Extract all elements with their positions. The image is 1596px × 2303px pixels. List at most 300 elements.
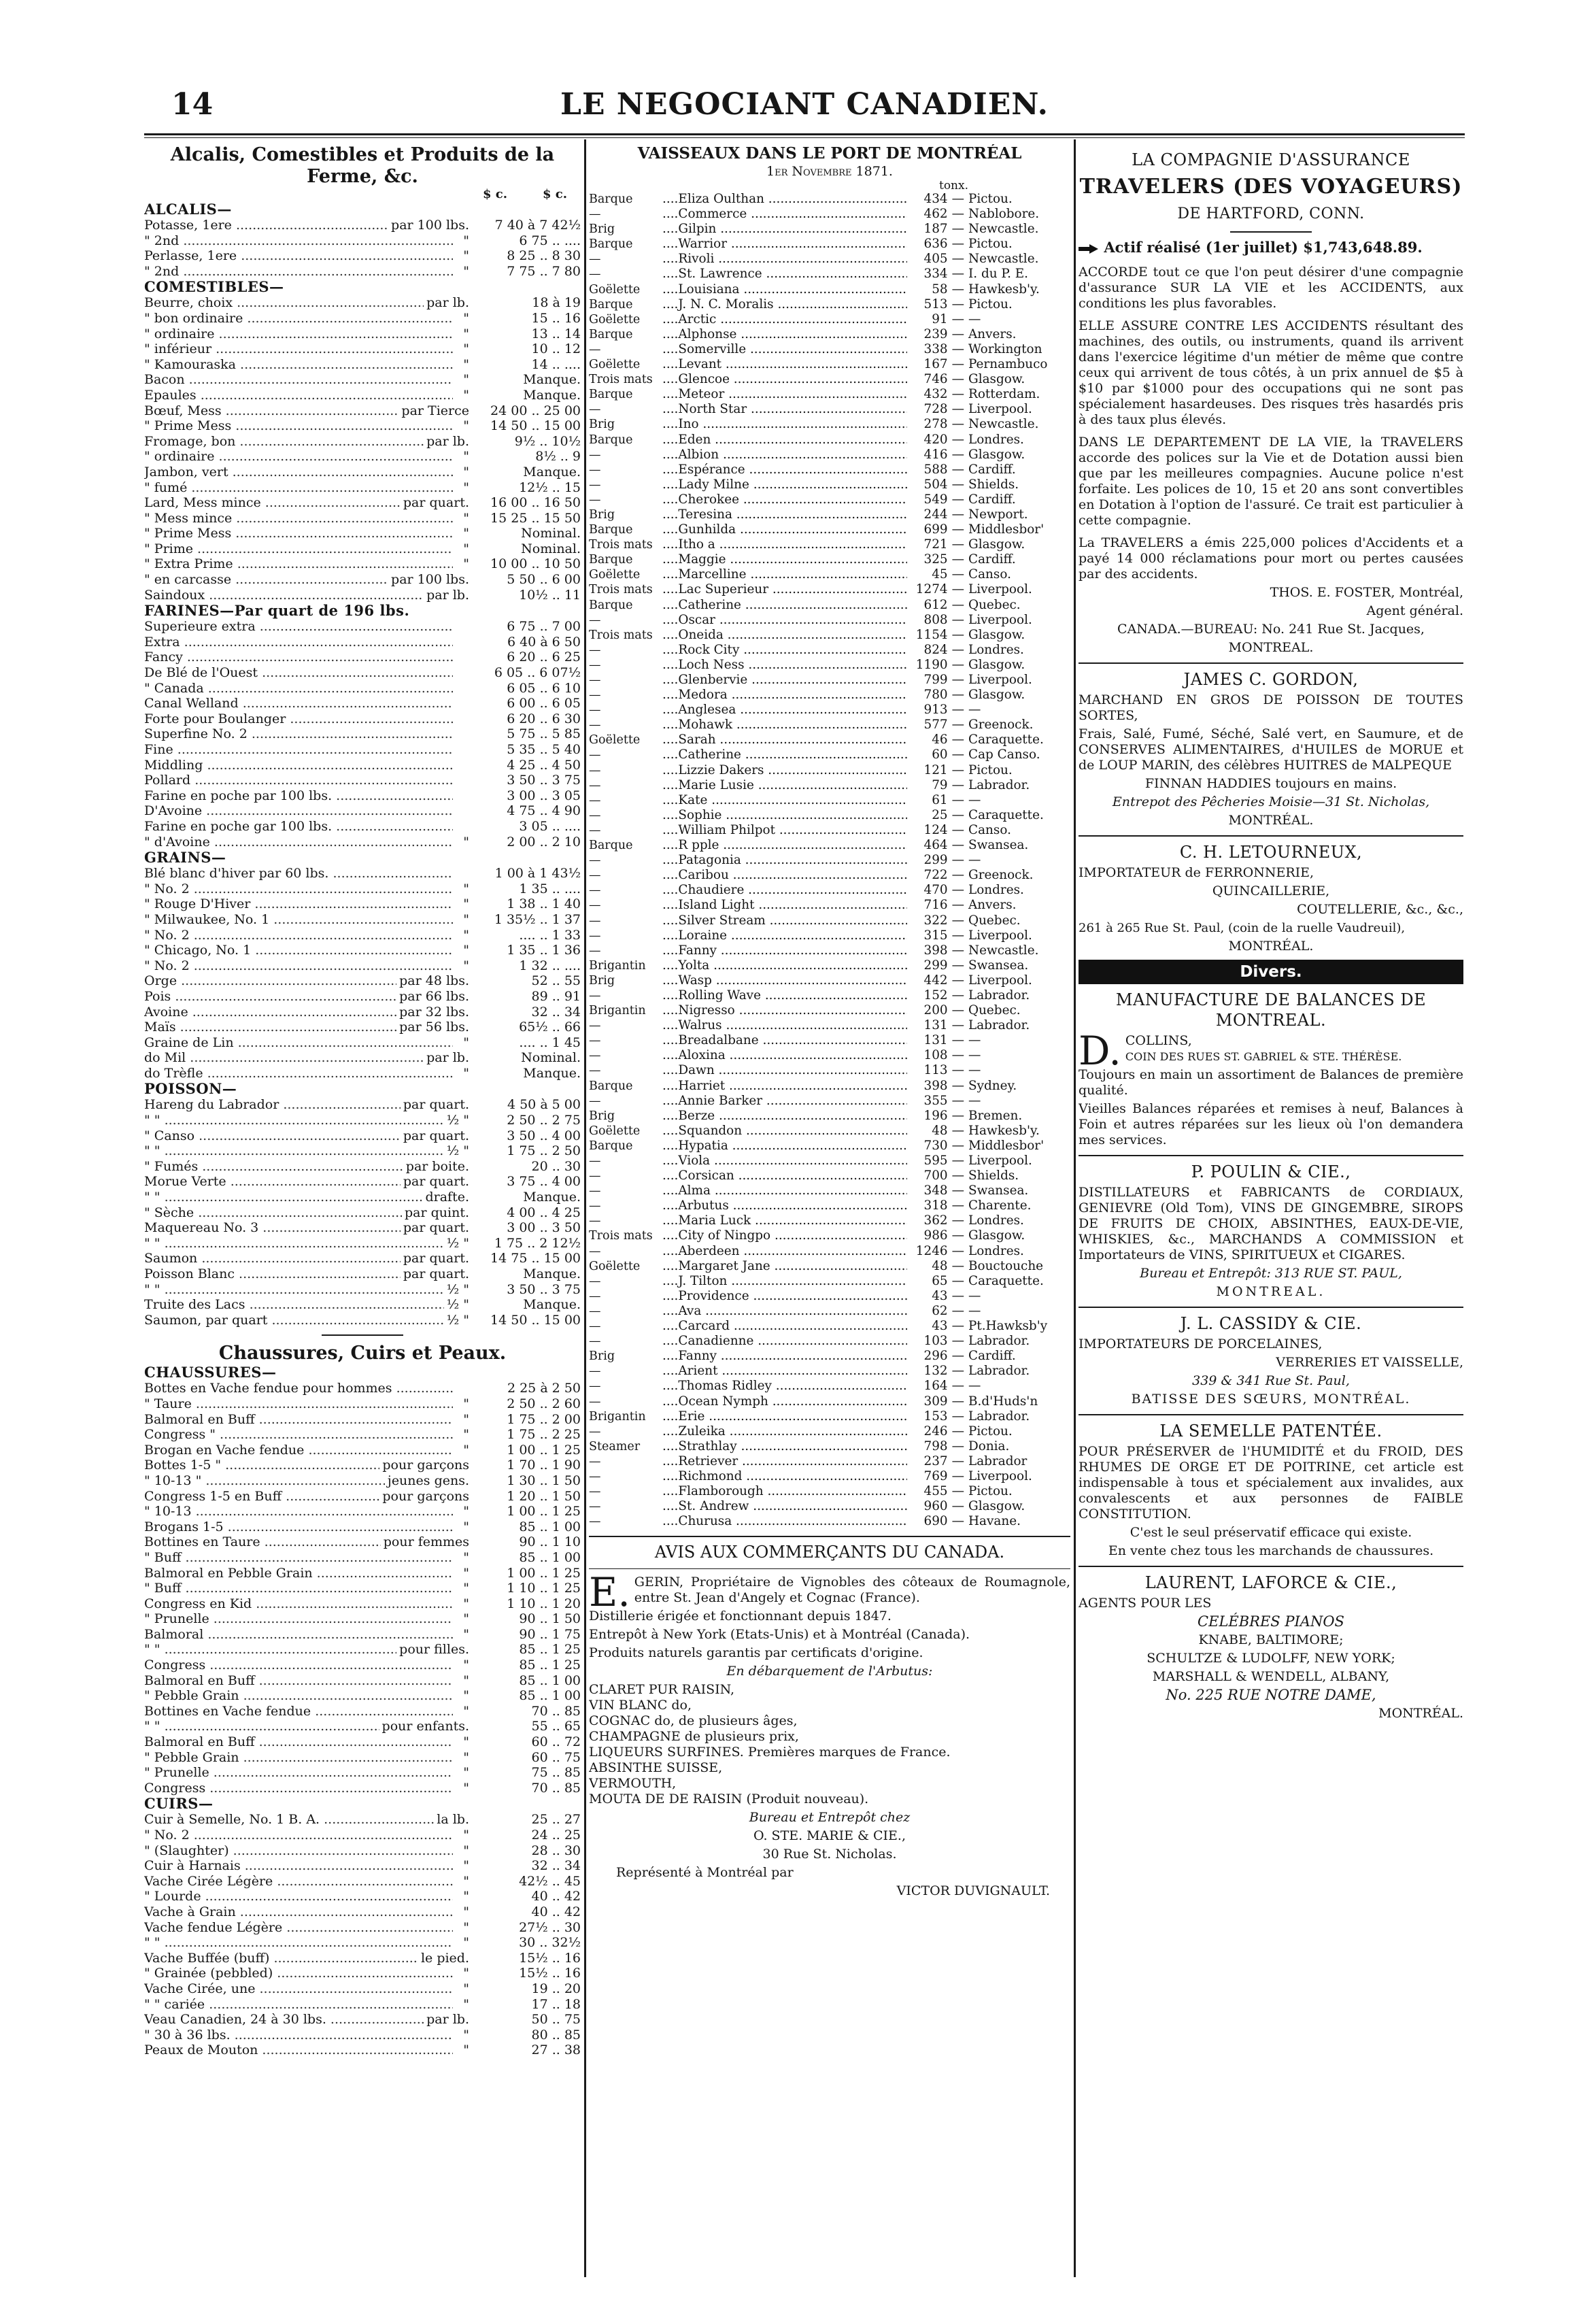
- ship-tons: 595: [923, 1154, 948, 1168]
- ship-port: Liverpool.: [968, 973, 1032, 988]
- price-row: [144, 1858, 581, 1874]
- poulin-paragraph-2: Bureau et Entrepôt: 313 RUE ST. PAUL,: [1140, 1266, 1402, 1281]
- item-price: 1 10 .. 1 20: [507, 1596, 581, 1611]
- item-name: " 10-13 .....: [144, 1504, 453, 1519]
- item-unit: ": [463, 834, 469, 850]
- item-price: 85 .. 1 25: [519, 1642, 581, 1658]
- item-unit: ": [463, 1996, 469, 2012]
- item-name: " " .....: [144, 1113, 444, 1128]
- gordon-line-1: MARCHAND EN GROS DE POISSON DE TOUTES SORTES,: [1079, 692, 1463, 723]
- avis-representative-name: VICTOR DUVIGNAULT.: [896, 1883, 1050, 1899]
- item-name: " ordinaire .....: [144, 326, 453, 342]
- ship-port: Caraquette.: [968, 733, 1044, 747]
- item-name: Lard, Mess mince .....: [144, 495, 401, 511]
- ship-tons: 769: [923, 1468, 948, 1483]
- item-name: " Canso .....: [144, 1128, 401, 1144]
- price-column-heads: [144, 188, 581, 201]
- item-name: Poisson Blanc .....: [144, 1266, 401, 1282]
- price-row: [144, 1489, 581, 1504]
- item-price: 1 38 .. 1 40: [507, 896, 581, 912]
- ship-port: —: [968, 1093, 981, 1108]
- ship-tons: 808: [923, 612, 948, 627]
- item-price: 1 70 .. 1 90: [507, 1458, 581, 1473]
- ship-tons: 716: [923, 898, 948, 913]
- ship-dash: —: [951, 657, 964, 672]
- ship-name: .... Canadienne .....: [662, 1334, 907, 1349]
- item-name: Saumon, par quart .....: [144, 1313, 444, 1328]
- ship-name: .... Rolling Wave .....: [662, 988, 907, 1003]
- avis-paragraph-5: En débarquement de l'Arbutus:: [726, 1664, 933, 1679]
- price-row: [144, 1935, 581, 1951]
- ship-port: Cardiff.: [968, 462, 1016, 477]
- ship-tons: 164: [923, 1379, 948, 1394]
- ship-type: —: [589, 869, 601, 883]
- ship-row: [589, 1424, 1070, 1439]
- item-price: 10 .. 12: [531, 341, 581, 357]
- price-row: [144, 1159, 581, 1175]
- item-price: 1 32 .. ....: [519, 958, 581, 973]
- price-row: [144, 1190, 581, 1205]
- item-name: " Prunelle .....: [144, 1611, 453, 1627]
- ship-row: [589, 898, 1070, 913]
- ship-name: .... Eden .....: [662, 433, 907, 448]
- ship-row: [589, 838, 1070, 853]
- item-unit: ": [463, 1596, 469, 1611]
- item-name: " Lourde .....: [144, 1889, 453, 1904]
- ship-row: [589, 673, 1070, 688]
- laforce-line-3: KNABE, BALTIMORE;: [1198, 1632, 1344, 1647]
- item-unit: ": [463, 1843, 469, 1858]
- ship-dash: —: [951, 853, 964, 868]
- item-unit: par lb.: [426, 433, 469, 449]
- item-name: Congress .....: [144, 1781, 453, 1796]
- poulin-paragraph-3: MONTREAL.: [1216, 1284, 1326, 1299]
- item-price: 6 75 .. ....: [519, 233, 581, 248]
- item-name: " d'Avoine .....: [144, 835, 453, 850]
- item-price: 1 00 .. 1 25: [507, 1565, 581, 1581]
- price-row: [144, 465, 581, 480]
- ship-row: [589, 507, 1070, 522]
- ads-column: [1079, 144, 1463, 2280]
- item-unit: ": [463, 1065, 469, 1081]
- ship-row: [589, 552, 1070, 567]
- avis-product: ABSINTHE SUISSE,: [589, 1760, 723, 1776]
- ship-type: Goëlette: [589, 1259, 641, 1273]
- item-name: Bottes en Vache fendue pour hommes .....: [144, 1381, 453, 1396]
- avis-paragraph-1: GERIN, Propriétaire de Vignobles des côteaux de Roumagnole, entre St. Jean d'Angely et Cognac (France).: [634, 1575, 1070, 1606]
- semelle-paragraph-3: En vente chez tous les marchands de chaussures.: [1108, 1543, 1434, 1558]
- ship-row: [589, 387, 1070, 402]
- ship-type: —: [589, 854, 601, 868]
- item-unit: par 32 lbs.: [399, 1004, 469, 1020]
- ship-dash: —: [951, 402, 964, 417]
- poulin-name: P. POULIN & CIE.,: [1191, 1162, 1351, 1181]
- ship-port: Glasgow.: [968, 1228, 1025, 1243]
- price-row: [144, 1704, 581, 1719]
- ship-port: Caraquette.: [968, 807, 1044, 822]
- ship-type: —: [589, 643, 601, 657]
- ship-tons: 113: [923, 1063, 948, 1078]
- ship-row: [589, 448, 1070, 463]
- item-price: Nominal.: [521, 1050, 581, 1066]
- ship-type: Goëlette: [589, 312, 641, 326]
- ship-tons: 577: [923, 718, 948, 733]
- ship-port: Glasgow.: [968, 372, 1025, 387]
- ship-port: I. du P. E.: [968, 267, 1029, 282]
- price-row: [144, 912, 581, 928]
- ship-dash: —: [951, 1198, 964, 1213]
- ship-type: —: [589, 1469, 601, 1483]
- ship-row: [589, 1409, 1070, 1424]
- ship-tons: 913: [923, 703, 948, 718]
- ship-tons: 61: [932, 792, 948, 807]
- ship-port: Glasgow.: [968, 627, 1025, 642]
- ship-port: Pictou.: [968, 1484, 1013, 1499]
- ship-name: .... Alphonse .....: [662, 327, 907, 342]
- item-name: " 10-13 " .....: [144, 1473, 385, 1489]
- item-unit: ": [463, 1765, 469, 1781]
- item-price: 65½ .. 66: [519, 1020, 581, 1035]
- item-price: 50 .. 75: [531, 2012, 581, 2028]
- item-unit: par quart.: [403, 1220, 469, 1236]
- ship-row: [589, 357, 1070, 372]
- ship-tons: 121: [923, 762, 948, 777]
- ship-tons: 1190: [915, 657, 948, 672]
- ship-row: [589, 1319, 1070, 1334]
- item-price: 3 50 .. 3 75: [507, 1281, 581, 1297]
- ship-dash: —: [951, 777, 964, 792]
- ship-dash: —: [951, 1048, 964, 1063]
- price-row: [144, 1035, 581, 1051]
- ship-name: .... Sophie .....: [662, 808, 907, 823]
- item-price: .... .. 1 33: [519, 927, 581, 943]
- item-name: " " .....: [144, 1190, 422, 1205]
- item-name: " " .....: [144, 1935, 453, 1951]
- item-name: " Chicago, No. 1 .....: [144, 943, 453, 958]
- price-row: [144, 541, 581, 557]
- item-name: Beurre, choix .....: [144, 295, 424, 311]
- ship-type: —: [589, 1064, 601, 1078]
- item-price: 90 .. 1 50: [519, 1611, 581, 1627]
- ship-port: Liverpool.: [968, 402, 1032, 417]
- price-row: [144, 1519, 581, 1535]
- ship-type: —: [589, 1379, 601, 1394]
- masthead-title: LE NEGOCIANT CANADIEN.: [560, 87, 1049, 122]
- price-row: [144, 295, 581, 311]
- ship-dash: —: [951, 552, 964, 567]
- insurance-company-city: DE HARTFORD, CONN.: [1177, 205, 1365, 222]
- price-row: [144, 1997, 581, 2013]
- ship-row: [589, 327, 1070, 342]
- item-price: 27½ .. 30: [519, 1919, 581, 1935]
- ship-tons: 798: [923, 1439, 948, 1453]
- ship-port: Liverpool.: [968, 673, 1032, 687]
- ship-type: —: [589, 823, 601, 837]
- price-row: [144, 1143, 581, 1159]
- item-price: Manque.: [523, 372, 581, 388]
- ship-name: .... Zuleika .....: [662, 1424, 907, 1439]
- ship-type: Brig: [589, 222, 615, 237]
- balances-paragraph-1: Toujours en main un assortiment de Balances de première qualité.: [1079, 1067, 1463, 1098]
- price-row: [144, 1097, 581, 1113]
- ship-name: .... Patagonia .....: [662, 853, 907, 868]
- item-unit: ": [463, 1504, 469, 1519]
- ship-dash: —: [951, 1409, 964, 1424]
- price-row: [144, 1688, 581, 1704]
- item-unit: le pied.: [420, 1950, 469, 1966]
- price-row: [144, 248, 581, 264]
- ship-type: Barque: [589, 598, 633, 612]
- ship-type: Barque: [589, 1079, 633, 1093]
- ship-type: —: [589, 658, 601, 672]
- avis-product: COGNAC do, de plusieurs âges,: [589, 1713, 798, 1729]
- price-row: [144, 1812, 581, 1828]
- ship-name: .... Arbutus .....: [662, 1198, 907, 1213]
- item-name: " Buff .....: [144, 1550, 453, 1566]
- insurance-bureau-city: MONTREAL.: [1228, 640, 1314, 655]
- item-unit: ": [463, 2043, 469, 2058]
- ship-type: —: [589, 1244, 601, 1258]
- item-price: 14 75 .. 15 00: [490, 1251, 581, 1266]
- item-unit: ": [463, 1549, 469, 1565]
- ship-name: .... Mohawk .....: [662, 718, 907, 733]
- ship-port: Pictou.: [968, 297, 1013, 312]
- ship-name: .... Hypatia .....: [662, 1139, 907, 1154]
- item-name: " Kamouraska .....: [144, 357, 453, 373]
- ship-name: .... R pple .....: [662, 838, 907, 853]
- ship-type: —: [589, 1319, 601, 1334]
- ship-tons: 700: [923, 1169, 948, 1183]
- price-row: [144, 1473, 581, 1489]
- item-price: 10½ .. 11: [519, 587, 581, 603]
- ship-tons: 187: [923, 222, 948, 237]
- item-name: " Extra Prime .....: [144, 556, 453, 572]
- rule-cassidy: [1079, 1307, 1463, 1308]
- item-unit: ": [463, 1703, 469, 1719]
- ship-tons: 278: [923, 417, 948, 432]
- item-price: Manque.: [523, 464, 581, 480]
- ship-port: Glasgow.: [968, 1499, 1025, 1514]
- item-price: 1 20 .. 1 50: [507, 1488, 581, 1504]
- letourneux-line-3: COUTELLERIE, &c., &c.,: [1297, 902, 1463, 917]
- ship-dash: —: [951, 928, 964, 943]
- ship-row: [589, 463, 1070, 477]
- insurance-assets: [1079, 239, 1463, 255]
- ship-tons: 636: [923, 237, 948, 252]
- ship-dash: —: [951, 192, 964, 206]
- item-name: Brogans 1-5 .....: [144, 1519, 453, 1535]
- ship-row: [589, 522, 1070, 537]
- item-price: 15½ .. 16: [519, 1950, 581, 1966]
- item-price: 17 .. 18: [531, 1996, 581, 2012]
- ship-tons: 237: [923, 1453, 948, 1468]
- item-price: 28 .. 30: [531, 1843, 581, 1858]
- rule-letourneux: [1079, 835, 1463, 837]
- ship-row: [589, 793, 1070, 808]
- ship-name: .... Ava .....: [662, 1304, 907, 1319]
- ship-dash: —: [951, 973, 964, 988]
- ship-tons: 432: [923, 387, 948, 402]
- ship-dash: —: [951, 1468, 964, 1483]
- ship-name: .... Sarah .....: [662, 733, 907, 747]
- item-name: " ordinaire .....: [144, 449, 453, 465]
- insurance-rule: [1230, 231, 1312, 233]
- item-name: " Taure .....: [144, 1396, 453, 1412]
- ship-type: Barque: [589, 388, 633, 402]
- price-row: [144, 1874, 581, 1889]
- ship-dash: —: [951, 537, 964, 552]
- ship-row: [589, 1003, 1070, 1018]
- item-name: Fine .....: [144, 742, 453, 758]
- item-price: 14 50 .. 15 00: [490, 418, 581, 434]
- ship-dash: —: [951, 1093, 964, 1108]
- item-name: " " .....: [144, 1642, 396, 1658]
- item-unit: par quart.: [403, 1128, 469, 1143]
- ship-tons: 45: [932, 567, 948, 582]
- ship-tons: 416: [923, 447, 948, 462]
- item-price: 3 00 .. 3 50: [507, 1220, 581, 1236]
- ship-port: B.d'Huds'n: [968, 1394, 1038, 1409]
- price-row: [144, 943, 581, 958]
- ship-type: —: [589, 793, 601, 807]
- ship-name: .... Maggie .....: [662, 552, 907, 567]
- item-price: Manque.: [523, 1065, 581, 1081]
- ship-port: Canso.: [968, 567, 1011, 582]
- item-name: Avoine .....: [144, 1005, 396, 1020]
- ship-type: Barque: [589, 327, 633, 341]
- item-name: Bœuf, Mess .....: [144, 403, 398, 419]
- ship-name: .... Loraine .....: [662, 928, 907, 943]
- shoes-price-groups: [144, 1364, 581, 2058]
- ship-name: .... Marie Lusie .....: [662, 778, 907, 793]
- item-unit: ½ ": [446, 1281, 469, 1297]
- ship-tons: 362: [923, 1213, 948, 1228]
- ship-name: .... Aberdeen .....: [662, 1244, 907, 1259]
- item-name: " No. 2 .....: [144, 928, 453, 943]
- item-price: 90 .. 1 75: [519, 1626, 581, 1642]
- ship-port: Cardiff.: [968, 552, 1016, 567]
- ship-dash: —: [951, 1424, 964, 1439]
- ship-name: .... Lizzie Dakers .....: [662, 763, 907, 778]
- ships-column: [589, 144, 1070, 2280]
- ship-row: [589, 747, 1070, 762]
- ship-name: .... Churusa .....: [662, 1514, 907, 1529]
- item-price: 18 à 19: [532, 295, 581, 311]
- ship-type: —: [589, 342, 601, 356]
- item-price: 3 50 .. 3 75: [507, 773, 581, 788]
- item-price: 89 .. 91: [531, 988, 581, 1004]
- item-name: " 2nd .....: [144, 264, 453, 280]
- item-name: " 30 à 36 lbs. .....: [144, 2028, 453, 2043]
- ship-port: Glasgow.: [968, 447, 1025, 462]
- avis-agent: O. STE. MARIE & CIE.,: [753, 1828, 906, 1844]
- item-price: 7 75 .. 7 80: [507, 263, 581, 279]
- item-price: 15 .. 16: [531, 310, 581, 326]
- avis-address: 30 Rue St. Nicholas.: [762, 1847, 897, 1862]
- item-price: 90 .. 1 10: [519, 1534, 581, 1550]
- ship-port: Quebec.: [968, 913, 1021, 928]
- ship-dash: —: [951, 207, 964, 222]
- divers-banner: Divers.: [1079, 960, 1463, 984]
- price-row: [144, 1005, 581, 1020]
- ship-name: .... Cherokee .....: [662, 492, 907, 507]
- price-row: [144, 434, 581, 450]
- ship-type: —: [589, 1334, 601, 1349]
- price-row: [144, 388, 581, 403]
- item-name: Balmoral en Buff .....: [144, 1673, 453, 1689]
- price-row: [144, 357, 581, 373]
- ship-dash: —: [951, 387, 964, 402]
- item-price: 80 .. 85: [531, 2027, 581, 2043]
- balances-dropcap: D.: [1079, 1028, 1121, 1074]
- insurance-bureau: CANADA.—BUREAU: No. 241 Rue St. Jacques,: [1117, 622, 1425, 637]
- ship-dash: —: [951, 1108, 964, 1123]
- ship-name: .... Marcelline .....: [662, 567, 907, 582]
- ship-row: [589, 252, 1070, 267]
- item-unit: par 48 lbs.: [399, 973, 469, 989]
- cassidy-line-4: BATISSE DES SŒURS, MONTRÉAL.: [1131, 1392, 1411, 1407]
- ship-port: Bouctouche: [968, 1258, 1044, 1273]
- ship-port: Liverpool.: [968, 1154, 1032, 1168]
- ship-row: [589, 1394, 1070, 1409]
- item-name: Vache à Grain .....: [144, 1904, 453, 1920]
- price-row: [144, 495, 581, 511]
- item-name: Veau Canadien, 24 à 30 lbs. .....: [144, 2012, 424, 2028]
- ship-name: .... Oneida .....: [662, 628, 907, 643]
- price-row: [144, 711, 581, 727]
- ship-type: Trois mats: [589, 628, 653, 642]
- ship-name: .... Rock City .....: [662, 643, 907, 658]
- item-unit: ": [463, 480, 469, 495]
- item-name: Epaules .....: [144, 388, 453, 403]
- item-unit: ": [463, 372, 469, 388]
- ship-type: Brig: [589, 1109, 615, 1123]
- ship-port: Anvers.: [968, 326, 1017, 341]
- cassidy-line-1: IMPORTATEURS DE PORCELAINES,: [1079, 1337, 1323, 1351]
- price-row: [144, 1412, 581, 1428]
- ship-row: [589, 853, 1070, 868]
- ship-dash: —: [951, 733, 964, 747]
- ship-name: .... Yolta .....: [662, 958, 907, 973]
- item-name: " " .....: [144, 1282, 444, 1298]
- ship-dash: —: [951, 688, 964, 703]
- ship-row: [589, 718, 1070, 733]
- gordon-line-2: Frais, Salé, Fumé, Séché, Salé vert, en Saumure, et de CONSERVES ALIMENTAIRES, d'HUILES de MORUE et de LOUP MARIN, des célèbres HUITRES de MALPEQUE: [1079, 726, 1463, 773]
- ship-dash: —: [951, 341, 964, 356]
- ship-dash: —: [951, 492, 964, 507]
- ship-row: [589, 1048, 1070, 1063]
- ship-name: .... Meteor .....: [662, 387, 907, 402]
- ship-row: [589, 958, 1070, 973]
- ship-port: Shields.: [968, 477, 1019, 492]
- ship-type: Brigantin: [589, 1409, 646, 1424]
- item-unit: ": [463, 943, 469, 958]
- ship-type: —: [589, 1500, 601, 1514]
- ship-port: Londres.: [968, 883, 1024, 898]
- ship-tons: 455: [923, 1484, 948, 1499]
- price-row: [144, 1504, 581, 1519]
- ship-name: .... St. Lawrence .....: [662, 267, 907, 282]
- item-price: 6 40 à 6 50: [507, 634, 581, 650]
- ship-tons: 398: [923, 1078, 948, 1093]
- item-name: Blé blanc d'hiver par 60 lbs. .....: [144, 866, 453, 881]
- item-name: " " cariée .....: [144, 1997, 453, 2013]
- ship-row: [589, 1198, 1070, 1213]
- ship-name: .... City of Ningpo .....: [662, 1228, 907, 1243]
- ship-dash: —: [951, 1243, 964, 1258]
- price-row: [144, 619, 581, 635]
- item-unit: drafte.: [425, 1190, 469, 1205]
